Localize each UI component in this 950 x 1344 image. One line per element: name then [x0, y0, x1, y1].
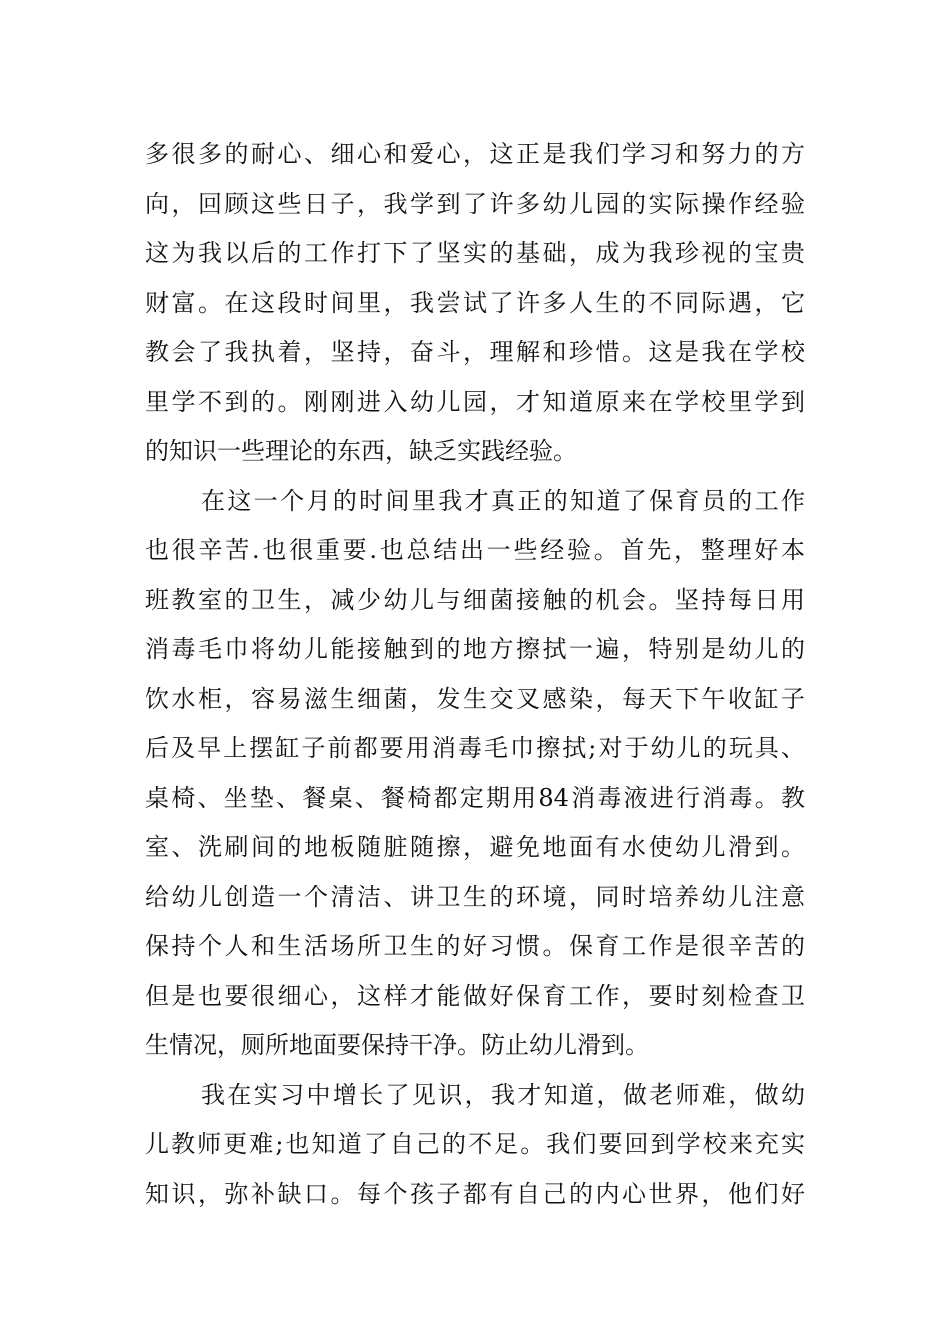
text-line: 知识，弥补缺口。每个孩子都有自己的内心世界，他们好 — [145, 1179, 805, 1208]
text-line: 班教室的卫生，减少幼儿与细菌接触的机会。坚持每日用 — [145, 585, 805, 614]
text-line: 这为我以后的工作打下了坚实的基础，成为我珍视的宝贵 — [145, 239, 805, 267]
text-line: 室、洗刷间的地板随脏随擦，避免地面有水使幼儿滑到。 — [145, 833, 805, 861]
document-body — [145, 130, 805, 1219]
text-line: 给幼儿创造一个清洁、讲卫生的环境，同时培养幼儿注意 — [145, 882, 805, 911]
text-line: 也很辛苦.也很重要.也总结出一些经验。首先，整理好本 — [145, 536, 805, 564]
text-line: 的知识一些理论的东西，缺乏实践经验。 — [145, 437, 577, 465]
text-line: 桌椅、坐垫、餐桌、餐椅都定期用84消毒液进行消毒。教 — [145, 783, 805, 812]
text-line: 保持个人和生活场所卫生的好习惯。保育工作是很辛苦的 — [145, 932, 805, 960]
paragraph-3 — [145, 1071, 805, 1220]
text-line: 我在实习中增长了见识，我才知道，做老师难，做幼 — [201, 1080, 805, 1109]
text-line: 教会了我执着，坚持，奋斗，理解和珍惜。这是我在学校 — [145, 338, 805, 366]
text-line: 儿教师更难;也知道了自己的不足。我们要回到学校来充实 — [145, 1130, 805, 1158]
text-line: 但是也要很细心，这样才能做好保育工作，要时刻检查卫 — [145, 981, 805, 1010]
paragraph-2 — [145, 477, 805, 1071]
text-line: 后及早上摆缸子前都要用消毒毛巾擦拭;对于幼儿的玩具、 — [145, 734, 805, 762]
text-line: 多很多的耐心、细心和爱心，这正是我们学习和努力的方 — [145, 140, 805, 168]
text-line: 生情况，厕所地面要保持干净。防止幼儿滑到。 — [145, 1031, 649, 1059]
text-line: 消毒毛巾将幼儿能接触到的地方擦拭一遍，特别是幼儿的 — [145, 635, 805, 663]
text-line: 里学不到的。刚刚进入幼儿园，才知道原来在学校里学到 — [145, 387, 805, 416]
text-line: 饮水柜，容易滋生细菌，发生交叉感染，每天下午收缸子 — [145, 684, 805, 713]
paragraph-1 — [145, 130, 805, 477]
text-line: 财富。在这段时间里，我尝试了许多人生的不同际遇，它 — [145, 288, 805, 317]
text-line: 在这一个月的时间里我才真正的知道了保育员的工作 — [201, 486, 805, 515]
text-line: 向，回顾这些日子，我学到了许多幼儿园的实际操作经验 — [145, 189, 805, 218]
